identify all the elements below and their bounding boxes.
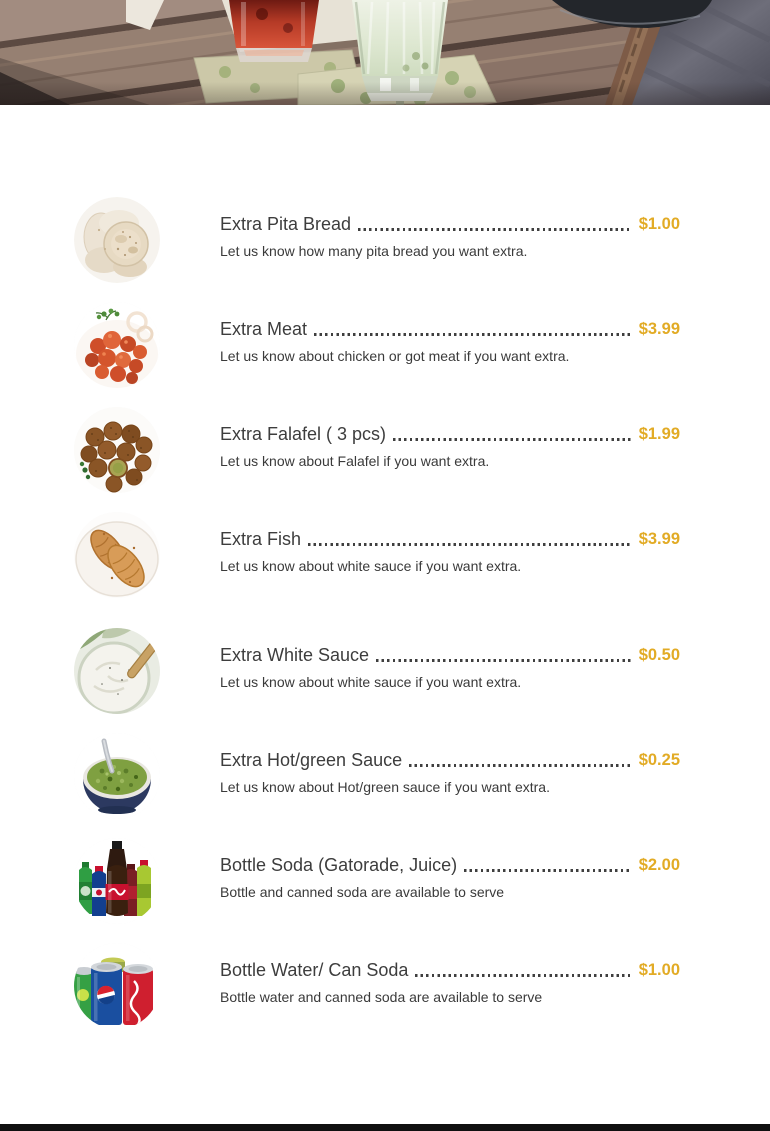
menu-item-text [220,838,680,901]
menu-item-name: Bottle Soda (Gatorade, Juice) [220,855,458,875]
menu-item-row[interactable] [74,838,680,924]
menu-item-description: Bottle and canned soda are available to serve [220,884,505,900]
extras-menu-list [0,105,770,1029]
dotted-leader [393,438,631,441]
dotted-leader [415,974,630,977]
hot-green-sauce-photo [74,733,160,819]
menu-item-title-line [220,749,680,771]
dotted-leader [409,764,631,767]
menu-item-price: $1.00 [638,961,680,979]
menu-item-description: Bottle water and canned soda are available to serve [220,989,543,1005]
menu-item-name: Extra Meat [220,319,308,339]
menu-item-row[interactable] [74,628,680,714]
menu-item-row[interactable] [74,302,680,388]
dotted-leader [376,659,631,662]
meat-photo [74,302,160,388]
menu-item-description: Let us know about Hot/green sauce if you want extra. [220,779,550,795]
footer-bar [0,1124,770,1131]
menu-item-price: $3.99 [638,320,680,338]
dotted-leader [314,333,631,336]
menu-item-row[interactable] [74,733,680,819]
menu-item-photo-svg [74,302,160,388]
menu-item-name: Extra White Sauce [220,645,370,665]
menu-item-photo-svg [74,838,160,924]
menu-item-description: Let us know how many pita bread you want extra. [220,243,528,259]
menu-item-row[interactable] [74,512,680,598]
dotted-leader [358,228,631,231]
menu-item-text [220,197,680,260]
menu-item-text [220,733,680,796]
menu-item-photo-svg [74,733,160,819]
menu-item-row[interactable] [74,407,680,493]
menu-item-photo-svg [74,197,160,283]
menu-item-name: Extra Fish [220,529,302,549]
menu-item-title-line [220,959,680,981]
menu-item-price: $0.25 [638,751,680,769]
menu-item-row[interactable] [74,197,680,283]
menu-item-price: $0.50 [638,646,680,664]
menu-item-photo-svg [74,628,160,714]
menu-item-title-line [220,318,680,340]
menu-item-name: Extra Pita Bread [220,214,352,234]
menu-item-title-line [220,423,680,445]
soda-cans-photo [74,943,160,1029]
menu-item-photo-svg [74,943,160,1029]
drinks-on-wooden-table-photo [0,0,770,105]
menu-item-text [220,512,680,575]
menu-item-text [220,943,680,1006]
menu-item-text [220,407,680,470]
menu-item-photo-svg [74,512,160,598]
menu-item-name: Bottle Water/ Can Soda [220,960,409,980]
menu-item-description: Let us know about white sauce if you want extra. [220,558,522,574]
dotted-leader [464,869,631,872]
menu-item-title-line [220,528,680,550]
menu-item-name: Extra Falafel ( 3 pcs) [220,424,387,444]
white-sauce-photo [74,628,160,714]
pita-bread-photo [74,197,160,283]
fish-photo [74,512,160,598]
menu-item-price: $2.00 [638,856,680,874]
menu-item-title-line [220,644,680,666]
falafel-photo [74,407,160,493]
menu-item-title-line [220,213,680,235]
menu-item-text [220,302,680,365]
menu-item-description: Let us know about white sauce if you want extra. [220,674,522,690]
menu-item-row[interactable] [74,943,680,1029]
menu-item-description: Let us know about Falafel if you want extra. [220,453,490,469]
menu-item-price: $1.00 [638,215,680,233]
menu-item-description: Let us know about chicken or got meat if you want extra. [220,348,570,364]
header-photo-illustration [0,0,770,105]
menu-item-name: Extra Hot/green Sauce [220,750,403,770]
menu-item-price: $3.99 [638,530,680,548]
soda-bottles-photo [74,838,160,924]
menu-item-title-line [220,854,680,876]
menu-item-text [220,628,680,691]
dotted-leader [308,543,631,546]
menu-item-photo-svg [74,407,160,493]
menu-item-price: $1.99 [638,425,680,443]
